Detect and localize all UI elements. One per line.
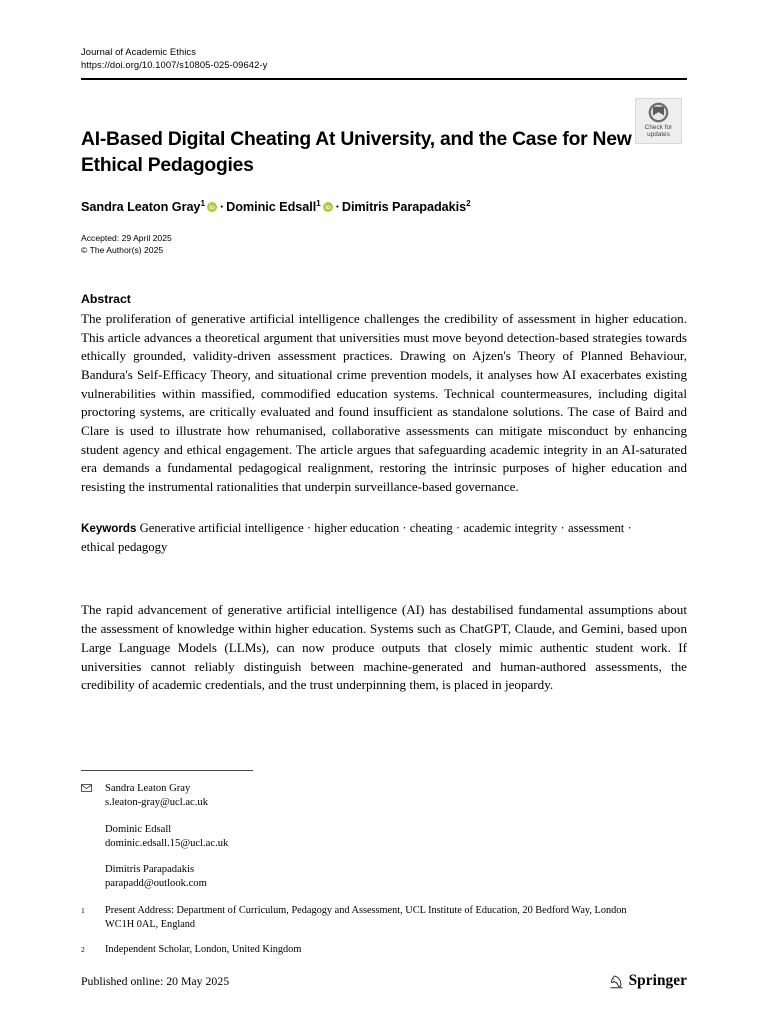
- author-list: [81, 198, 687, 216]
- keywords-list: Generative artificial intelligence · higher education · cheating · academic integrity · assessment · ethical pedagogy: [81, 520, 632, 554]
- journal-name: Journal of Academic Ethics: [81, 46, 196, 57]
- journal-doi[interactable]: https://doi.org/10.1007/s10805-025-09642-y: [81, 59, 268, 71]
- accepted-date: Accepted: 29 April 2025: [81, 233, 172, 244]
- contact-entry: [81, 863, 687, 892]
- page-title: AI-Based Digital Cheating At University, and the Case for New Ethical Pedagogies: [81, 129, 632, 176]
- affiliation-text: Present Address: Department of Curriculum, Pedagogy and Assessment, UCL Institute of Education, 20 Bedford Way, London WC1H 0AL, England: [105, 904, 627, 930]
- page-content: [81, 0, 687, 1024]
- contact-lines: [105, 782, 208, 811]
- check-for-updates-label: [645, 124, 673, 139]
- envelope-icon-wrap: [81, 782, 105, 811]
- abstract-heading: Abstract: [81, 292, 131, 306]
- contact-email[interactable]: dominic.edsall.15@ucl.ac.uk: [105, 837, 229, 849]
- affiliation-marker: 2: [81, 944, 85, 954]
- contact-entry: [81, 823, 687, 852]
- contact-name: Dominic Edsall: [105, 823, 172, 835]
- contact-lines: [105, 823, 228, 852]
- page-footer: [81, 972, 687, 990]
- contact-name: Sandra Leaton Gray: [105, 783, 191, 794]
- author-name[interactable]: Sandra Leaton Gray: [81, 200, 201, 215]
- contact-entry: [81, 782, 687, 811]
- check-for-updates-badge[interactable]: [635, 98, 682, 144]
- affiliation-text: Independent Scholar, London, United Kingdom: [105, 943, 302, 955]
- contact-lines: [105, 863, 207, 892]
- contact-email[interactable]: parapadd@outlook.com: [105, 878, 207, 890]
- footnote-divider: [81, 770, 253, 771]
- author-name[interactable]: Dimitris Parapadakis: [341, 200, 467, 215]
- journal-header: [81, 0, 687, 71]
- envelope-icon: [81, 784, 92, 792]
- author-separator: ·: [335, 200, 340, 215]
- envelope-icon-spacer: [81, 823, 105, 852]
- keywords-section: [81, 519, 651, 557]
- author-affil-marker: 1: [200, 199, 205, 209]
- contact-name: Dimitris Parapadakis: [105, 864, 195, 876]
- body-paragraph: The rapid advancement of generative artificial intelligence (AI) has destabilised fundamental assumptions about the assessment of knowledge within higher education. Systems such as ChatGPT, Claude, and Gemini, based upon Large Language Models (LLMs), can now produce outputs that closely mimic authentic student work. If universities cannot reliably distinguish between machine-generated and human-authored assessments, the credibility of academic credentials, and the trust underpinning them, is placed in jeopardy.: [81, 602, 687, 693]
- contact-email[interactable]: s.leaton-gray@ucl.ac.uk: [105, 797, 208, 809]
- abstract-text: The proliferation of generative artificial intelligence challenges the credibility of assessment in higher education. This article advances a theoretical argument that universities must move beyond detection-based strategies towards ethically grounded, validity-driven assessment practices. Drawing on Ajzen's Theory of Planned Behaviour, Bandura's Self-Efficacy Theory, and situational crime prevention models, it analyses how AI exacerbates existing vulnerabilities within massified, commodified education systems. Technical countermeasures, including digital proctoring systems, are critically evaluated and found insufficient as standalone solutions. The case of Baird and Clare is used to illustrate how rehumanised, collaborative assessments can mitigate misconduct by enhancing student agency and ethical engagement. The article argues that safeguarding academic integrity in an AI-saturated era demands a fundamental pedagogical realignment, restoring the intrinsic purposes of higher education and resisting the instrumental rationalities that underpin surveillance-based governance.: [81, 311, 687, 494]
- affiliation-entry: [81, 904, 687, 932]
- author-separator: ·: [219, 200, 225, 215]
- author-name[interactable]: Dominic Edsall: [226, 200, 317, 215]
- publication-dates: [81, 233, 687, 257]
- crossmark-line-1: Check for: [644, 124, 673, 131]
- envelope-icon-spacer: [81, 863, 105, 892]
- orcid-icon[interactable]: [323, 202, 333, 212]
- crossmark-icon: [648, 102, 669, 123]
- orcid-icon[interactable]: [207, 202, 217, 212]
- author-affil-marker: 1: [316, 199, 321, 209]
- publisher-logo: [608, 972, 687, 990]
- copyright-line: © The Author(s) 2025: [81, 245, 164, 256]
- keywords-label: Keywords: [81, 521, 137, 535]
- affiliation-entry: [81, 943, 687, 957]
- springer-knight-icon: [608, 973, 625, 990]
- published-online: Published online: 20 May 2025: [81, 973, 230, 988]
- header-divider: [81, 78, 687, 80]
- publisher-name: Springer: [628, 972, 687, 989]
- crossmark-line-2: updates: [647, 131, 670, 139]
- author-affil-marker: 2: [466, 199, 471, 209]
- affiliation-marker: 1: [81, 905, 85, 915]
- footnote-block: [81, 770, 687, 957]
